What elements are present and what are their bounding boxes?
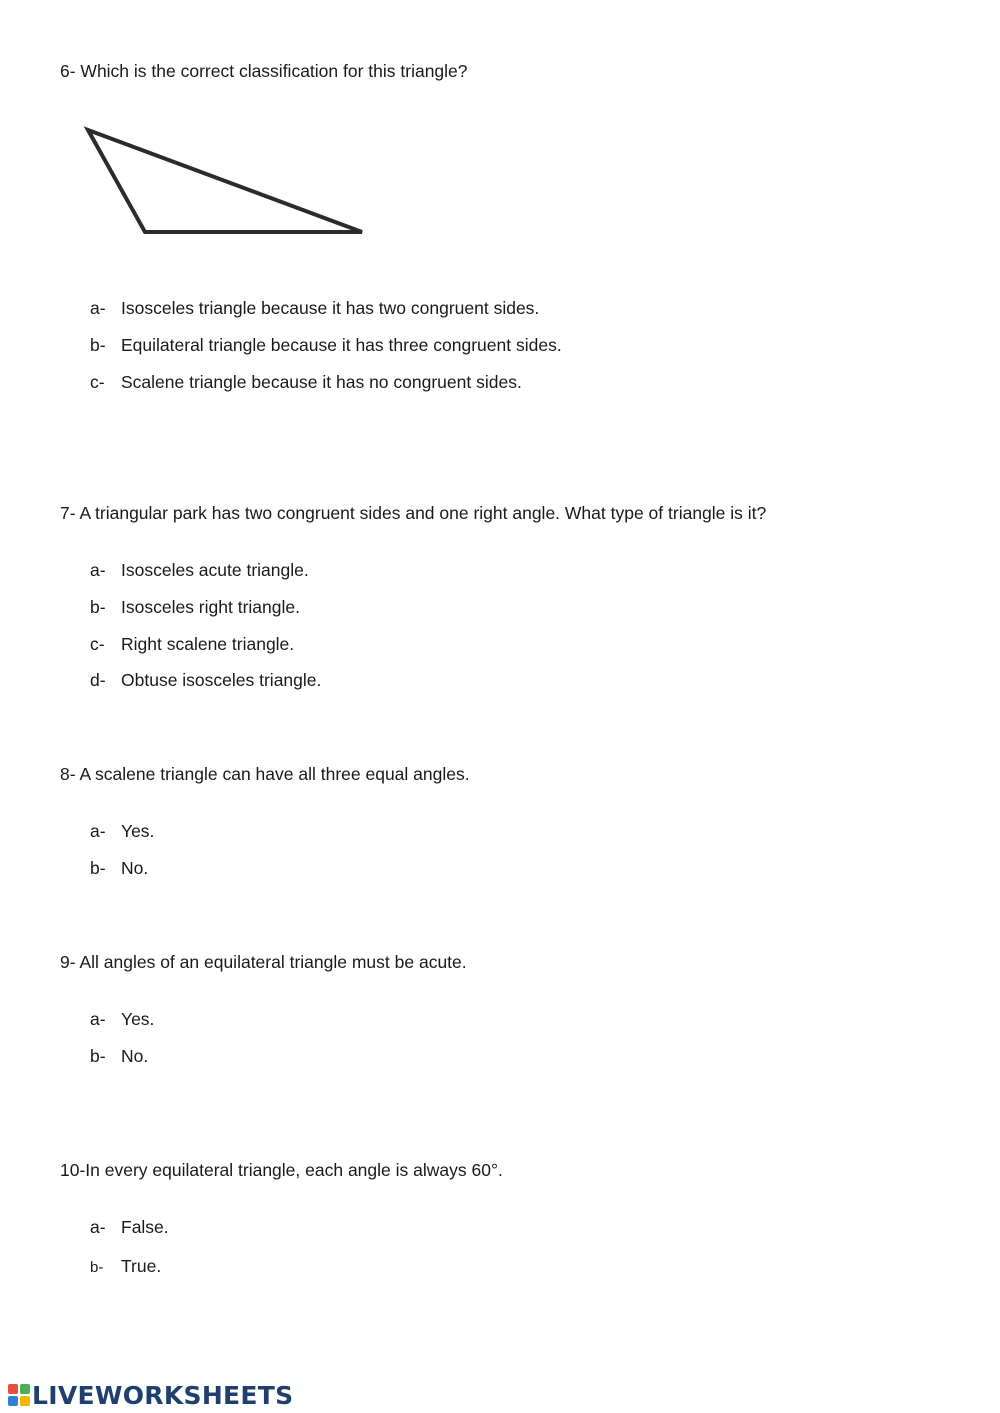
q10-option-a[interactable]: a- False. bbox=[90, 1217, 169, 1237]
q9-option-b[interactable]: b- No. bbox=[90, 1046, 149, 1066]
q8-option-a[interactable]: a- Yes. bbox=[90, 821, 155, 841]
triangle-figure bbox=[80, 120, 370, 240]
question-6: 6- Which is the correct classification for this triangle? bbox=[60, 61, 468, 81]
logo-text: LIVEWORKSHEETS bbox=[32, 1380, 294, 1410]
q6-option-b[interactable]: b- Equilateral triangle because it has three congruent sides. bbox=[90, 335, 562, 355]
q7-option-c[interactable]: c- Right scalene triangle. bbox=[90, 634, 295, 654]
q7-option-b[interactable]: b- Isosceles right triangle. bbox=[90, 597, 300, 617]
liveworksheets-logo[interactable] bbox=[8, 1381, 293, 1409]
question-10: 10-In every equilateral triangle, each angle is always 60°. bbox=[60, 1160, 503, 1180]
question-7: 7- A triangular park has two congruent sides and one right angle. What type of triangle is it? bbox=[60, 503, 767, 523]
q9-option-a[interactable]: a- Yes. bbox=[90, 1009, 155, 1029]
q6-option-a[interactable]: a- Isosceles triangle because it has two congruent sides. bbox=[90, 298, 540, 318]
q7-option-d[interactable]: d- Obtuse isosceles triangle. bbox=[90, 670, 322, 690]
q8-option-b[interactable]: b- No. bbox=[90, 858, 149, 878]
liveworksheets-cubes-icon bbox=[8, 1384, 30, 1406]
q10-option-b[interactable]: b- True. bbox=[90, 1256, 162, 1276]
question-8: 8- A scalene triangle can have all three equal angles. bbox=[60, 764, 470, 784]
question-9: 9- All angles of an equilateral triangle must be acute. bbox=[60, 952, 467, 972]
q7-option-a[interactable]: a- Isosceles acute triangle. bbox=[90, 560, 309, 580]
q6-option-c[interactable]: c- Scalene triangle because it has no congruent sides. bbox=[90, 372, 522, 392]
